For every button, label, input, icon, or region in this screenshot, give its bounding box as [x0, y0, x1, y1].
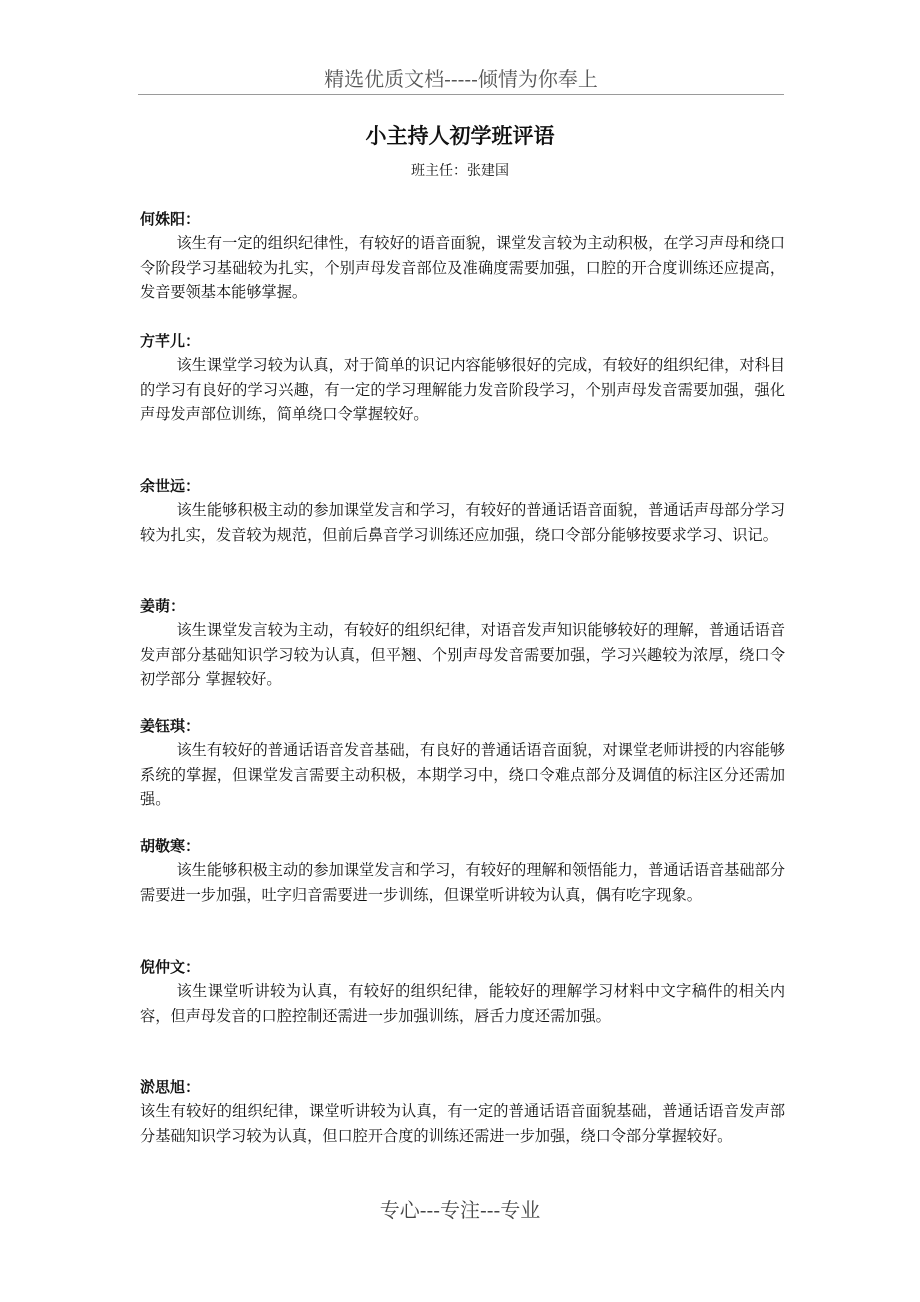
student-comment: 该生课堂发言较为主动，有较好的组织纪律，对语音发声知识能够较好的理解，普通话语音发声部分基础知识学习较为认真，但平翘、个别声母发音需要加强，学习兴趣较为浓厚，绕口令初学部分 掌握较好。	[140, 621, 785, 688]
student-entry	[140, 596, 785, 692]
student-name: 姜钰琪：	[140, 717, 201, 735]
student-comment: 该生能够积极主动的参加课堂发言和学习，有较好的理解和领悟能力，普通话语音基础部分需要进一步加强，吐字归音需要进一步训练，但课堂听讲较为认真，偶有吃字现象。	[140, 861, 785, 904]
student-comment: 该生能够积极主动的参加课堂发言和学习，有较好的普通话语音面貌，普通话声母部分学习较为扎实，发音较为规范，但前后鼻音学习训练还应加强，绕口令部分能够按要求学习、识记。	[140, 501, 785, 544]
document-title: 小主持人初学班评语	[365, 123, 555, 148]
student-name: 姜萌：	[140, 597, 186, 615]
student-entry	[140, 476, 785, 547]
teacher-line: 班主任：张建国	[411, 163, 509, 179]
student-name: 倪仲文：	[140, 958, 201, 976]
student-comment: 该生有较好的普通话语音发音基础，有良好的普通话语音面貌，对课堂老师讲授的内容能够系统的掌握，但课堂发言需要主动积极，本期学习中，绕口令难点部分及调值的标注区分还需加强。	[140, 741, 785, 808]
student-name: 何姝阳：	[140, 210, 201, 228]
student-entry	[140, 209, 785, 305]
page-header: 精选优质文档-----倾情为你奉上	[138, 64, 784, 95]
student-comment: 该生课堂学习较为认真，对于简单的识记内容能够很好的完成，有较好的组织纪律，对科目的学习有良好的学习兴趣，有一定的学习理解能力发音阶段学习，个别声母发音需要加强，强化声母发声部位训练，简单绕口令掌握较好。	[140, 356, 785, 423]
student-entry	[140, 1077, 785, 1148]
student-name: 淤思旭：	[140, 1078, 201, 1096]
student-comment: 该生有一定的组织纪律性，有较好的语音面貌，课堂发言较为主动积极，在学习声母和绕口令阶段学习基础较为扎实，个别声母发音部位及准确度需要加强，口腔的开合度训练还应提高，发音要领基本能够掌握。	[140, 234, 785, 301]
student-comment: 该生有较好的组织纪律，课堂听讲较为认真，有一定的普通话语音面貌基础，普通话语音发声部分基础知识学习较为认真，但口腔开合度的训练还需进一步加强，绕口令部分掌握较好。	[140, 1102, 785, 1145]
page-footer: 专心---专注---专业	[379, 1198, 541, 1222]
student-name: 胡敬寒：	[140, 837, 201, 855]
student-entry	[140, 716, 785, 812]
student-entry	[140, 331, 785, 427]
student-comment: 该生课堂听讲较为认真，有较好的组织纪律，能较好的理解学习材料中文字稿件的相关内容，但声母发音的口腔控制还需进一步加强训练，唇舌力度还需加强。	[140, 982, 785, 1025]
student-entry	[140, 836, 785, 907]
student-entry	[140, 957, 785, 1028]
student-name: 方芊儿：	[140, 332, 201, 350]
student-name: 余世远：	[140, 477, 201, 495]
